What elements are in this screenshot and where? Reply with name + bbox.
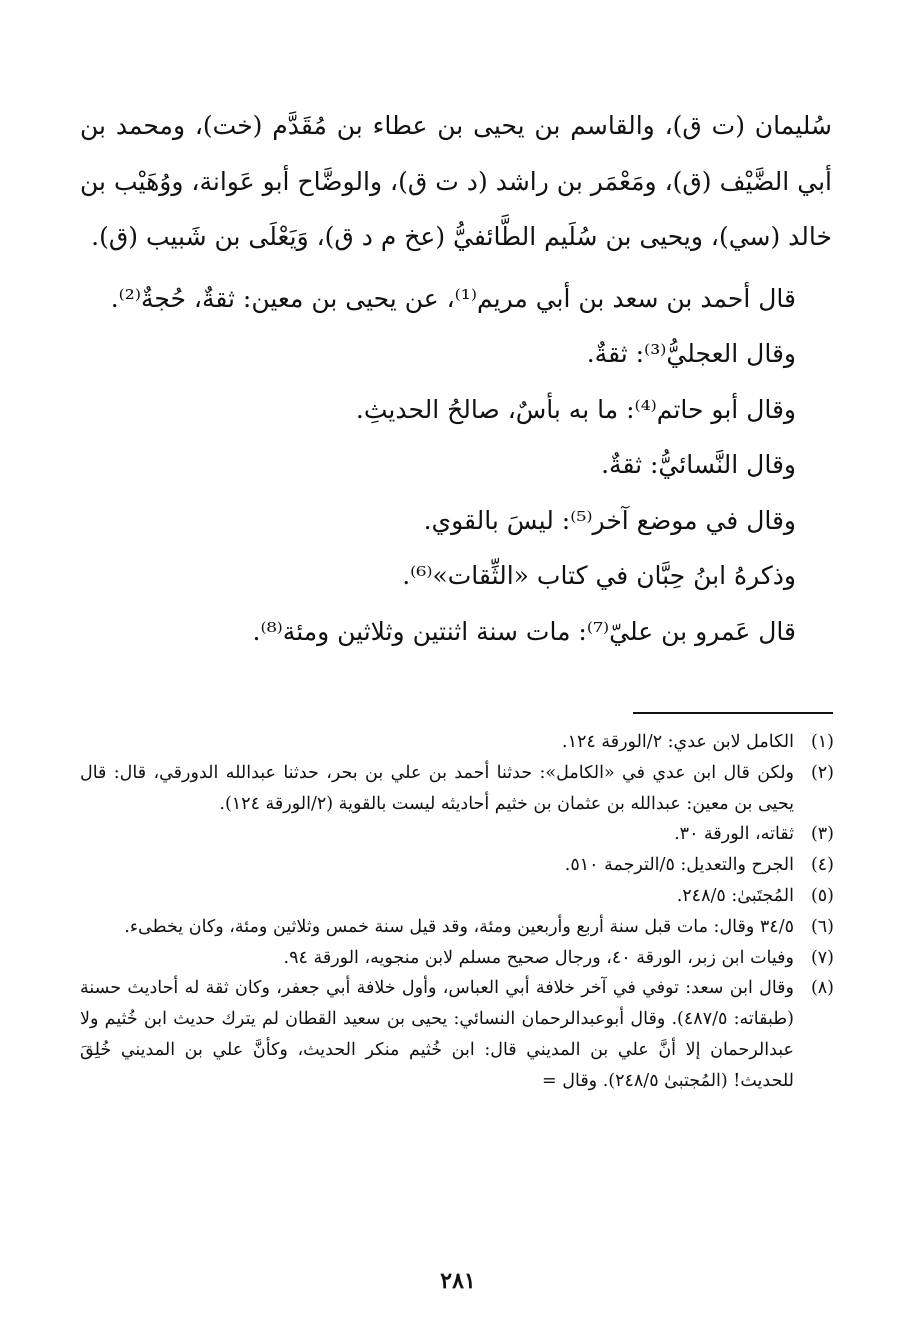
main-text <box>80 98 832 659</box>
footnote-number: (٣) <box>810 824 834 845</box>
footnote <box>80 850 834 881</box>
footnote-text: المُجتَبىٰ: ٢٤٨/٥. <box>676 885 794 906</box>
footnote-text: الجرح والتعديل: ٥/الترجمة ٥١٠. <box>564 855 794 876</box>
footnote-number: (٥) <box>810 885 834 906</box>
footnote-divider <box>633 712 833 714</box>
footnote-number: (٧) <box>810 947 834 968</box>
abu-hatim-quote: وقال أبو حاتم⁽⁴⁾: ما به بأسٌ، صالحُ الحديثِ. <box>355 394 796 424</box>
footnotes <box>80 727 834 1097</box>
page-number: ٢٨١ <box>440 1268 476 1294</box>
footnote <box>80 912 834 943</box>
footnote-number: (٦) <box>810 916 834 937</box>
footnote-number: (٨) <box>810 978 834 999</box>
footnote <box>80 943 834 974</box>
other-place-quote: وقال في موضع آخر⁽⁵⁾: ليسَ بالقوي. <box>423 505 796 535</box>
ijli-quote: وقال العجليُّ⁽³⁾: ثقةٌ. <box>586 339 796 368</box>
footnote <box>80 819 834 850</box>
footnote-text: الكامل لابن عدي: ٢/الورقة ١٢٤. <box>562 732 794 752</box>
narrators-paragraph: سُليمان (ت ق)، والقاسم بن يحيى بن عطاء بن مُقَدَّم (خت)، ومحمد بن أبي الضَّيْف (ق)، ومَعْمَر بن راشد (د ت ق)، والوضَّاح أبو عَوانة، ووُهَيْب بن خالد (سي)، ويحيى بن سُلَيم الطَّائفيُّ (عخ م د ق)، وَيَعْلَى بن شَبيب (ق). <box>80 111 832 251</box>
footnote-number: (٢) <box>810 762 834 783</box>
footnote-text: ثقاته، الورقة ٣٠. <box>674 824 794 845</box>
footnote-text: وفيات ابن زبر، الورقة ٤٠، ورجال صحيح مسلم لابن منجويه، الورقة ٩٤. <box>283 947 794 968</box>
footnote <box>80 881 834 912</box>
footnote-number: (٤) <box>810 855 834 876</box>
nasai-quote: وقال النَّسائيُّ: ثقةٌ. <box>601 450 796 479</box>
ahmad-quote: قال أحمد بن سعد بن أبي مريم⁽¹⁾، عن يحيى بن معين: ثقةٌ، حُجةٌ⁽²⁾. <box>110 283 796 313</box>
footnote <box>80 758 834 820</box>
footnote <box>80 973 834 1096</box>
footnote <box>80 727 834 758</box>
footnote-text: ولكن قال ابن عدي في «الكامل»: حدثنا أحمد بن علي بن بحر، حدثنا عبدالله الدورقي، قال: قال يحيى بن معين: عبدالله بن عثمان بن خثيم أحاديثه ليست بالقوية (٢/الورقة ١٢٤). <box>80 762 794 814</box>
footnote-number: (١) <box>810 732 834 752</box>
footnote-text: وقال ابن سعد: توفي في آخر خلافة أبي العباس، وأول خلافة أبي جعفر، وكان ثقة له أحاديث حسنة (طبقاته: ٤٨٧/٥). وقال أبوعبدالرحمان النسائي: يحيى بن سعيد القطان لم يترك حديث ابن خُثيم ولا عبدالرحمان إلا أنَّ علي بن المديني قال: ابن خُثيم منكر الحديث، وكأنَّ علي بن المديني خُلِقَ للحديث! (المُجتبىٰ ٢٤٨/٥). وقال = <box>80 978 794 1091</box>
footnote-text: ٣٤/٥ وقال: مات قبل سنة أربع وأربعين ومئة، وقد قيل سنة خمس وثلاثين ومئة، وكان يخطىء. <box>124 916 794 937</box>
amr-quote: قال عَمرو بن عليّ⁽⁷⁾: مات سنة اثنتين وثلاثين ومئة⁽⁸⁾. <box>252 616 796 646</box>
ibn-hibban-quote: وذكرهُ ابنُ حِبَّان في كتاب «الثِّقات»⁽⁶⁾. <box>402 561 796 590</box>
